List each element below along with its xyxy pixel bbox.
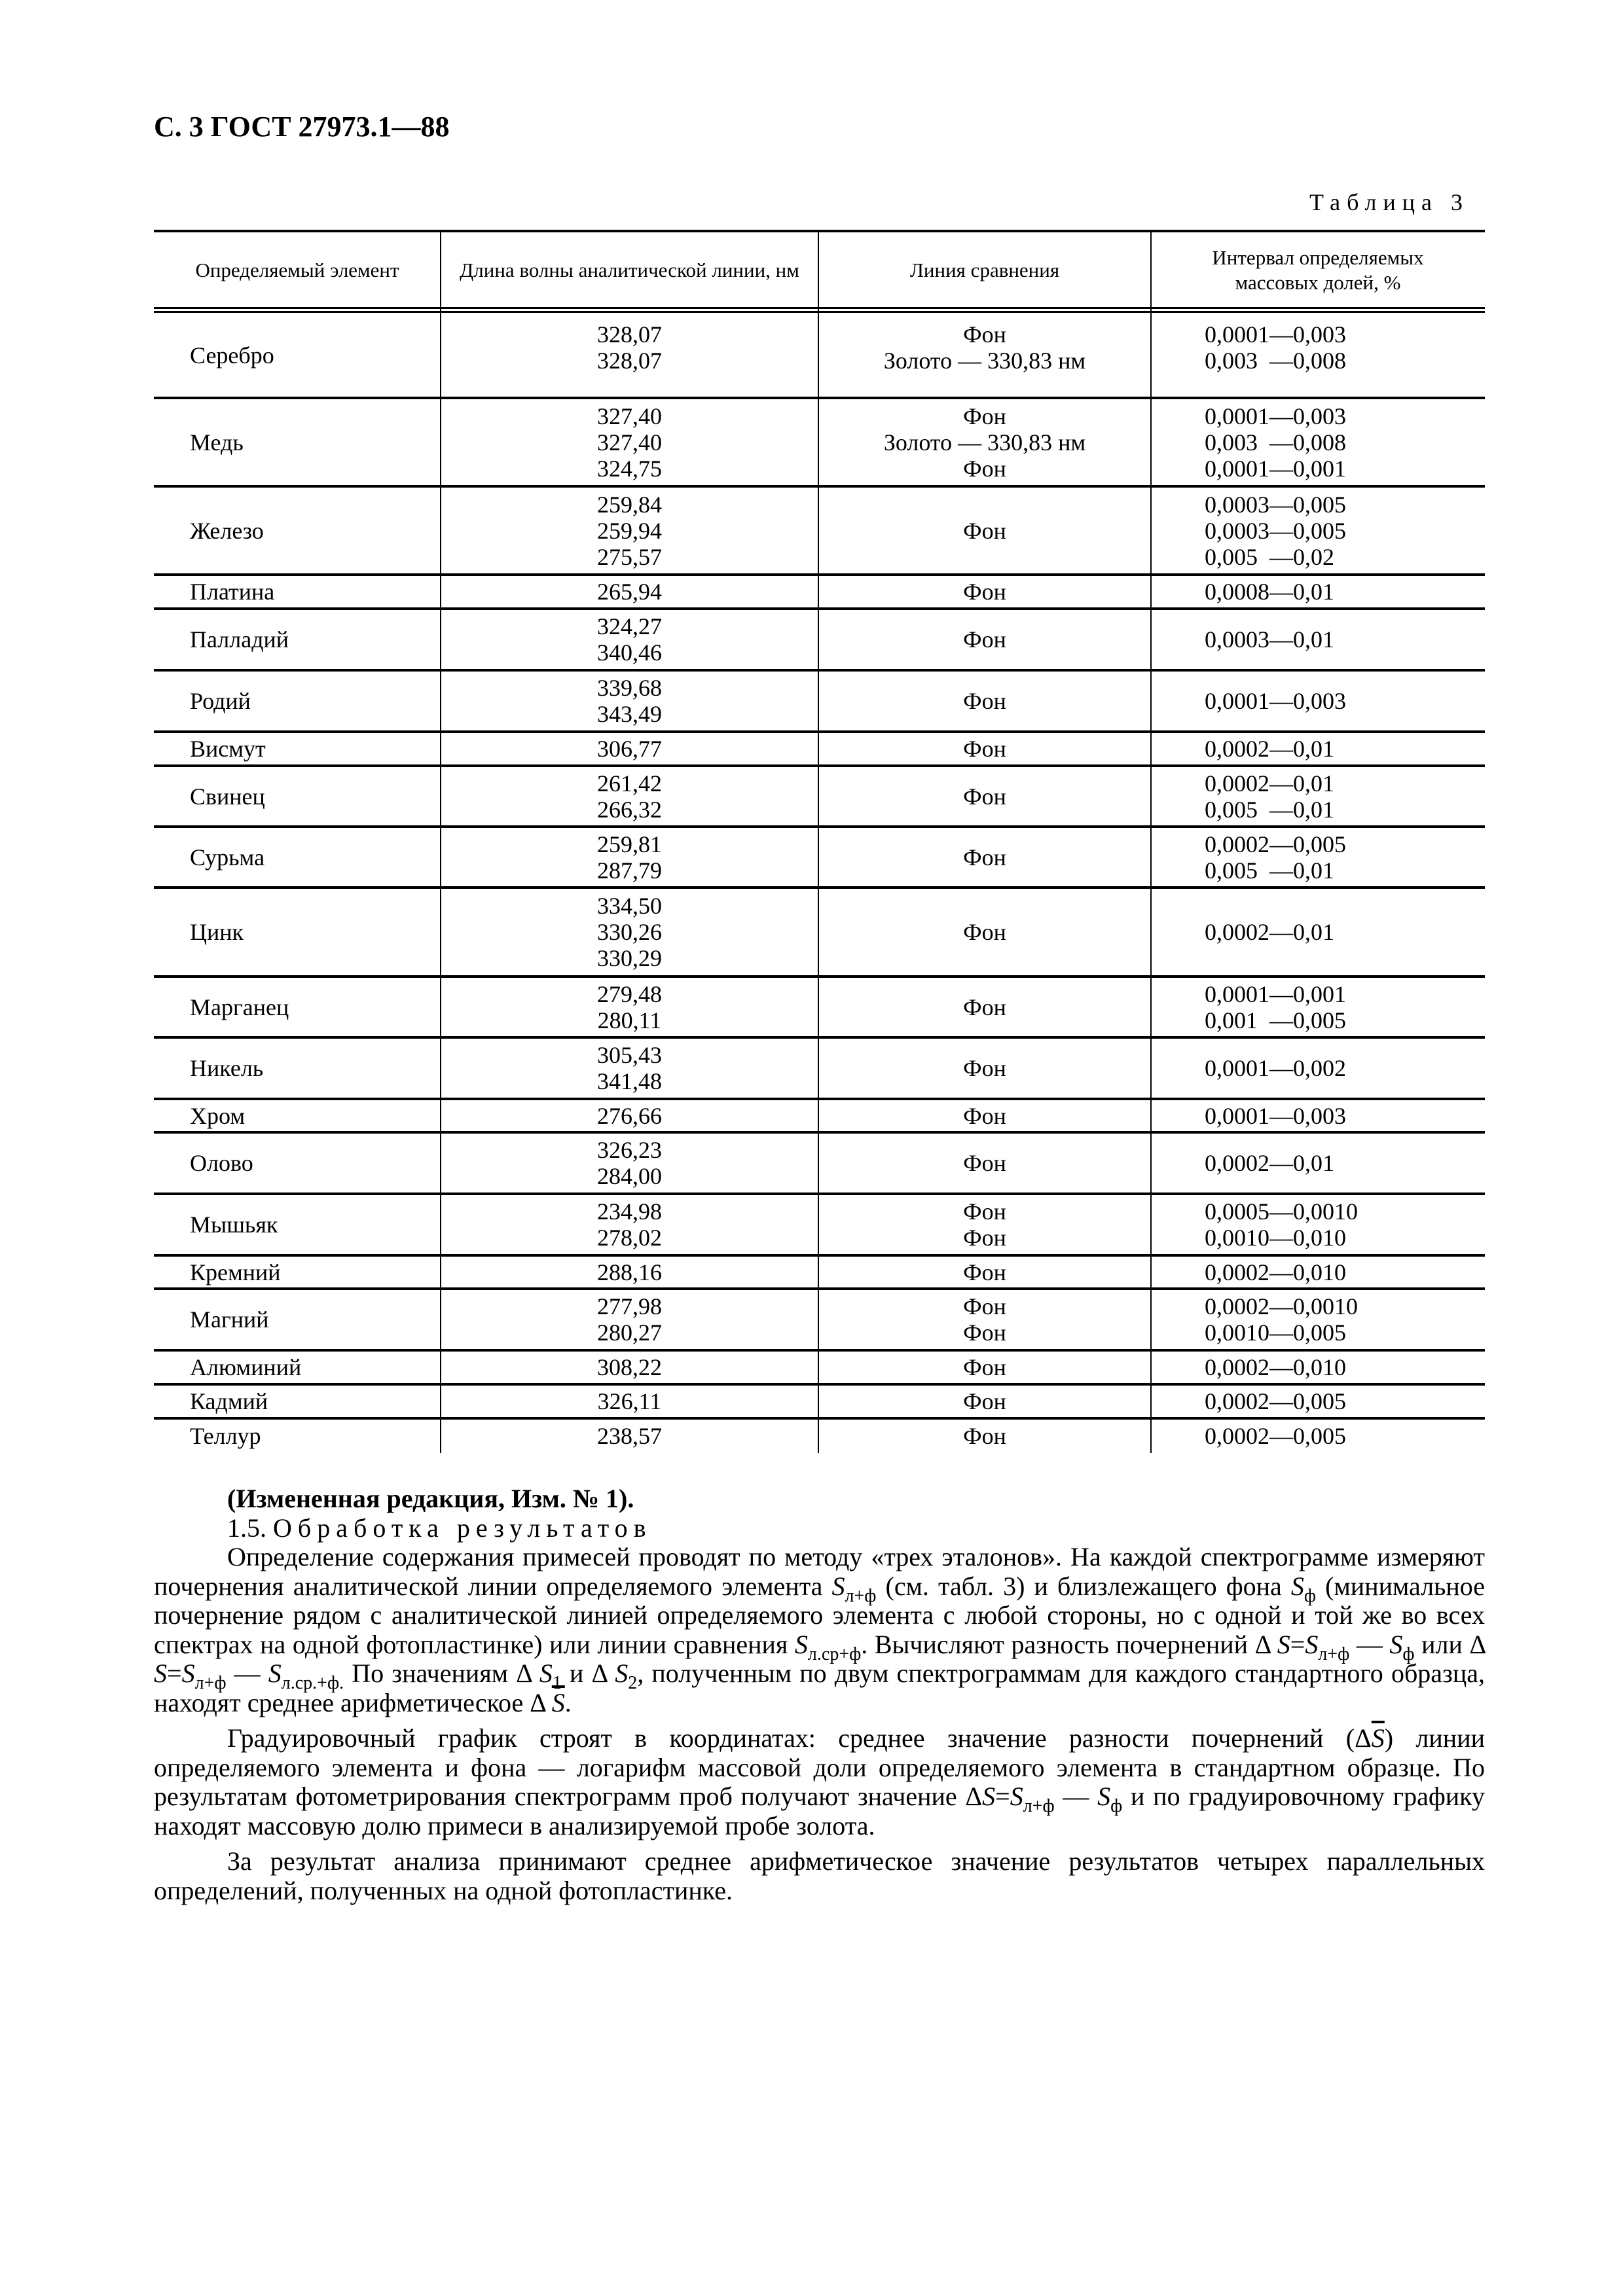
cell-element: Платина bbox=[190, 579, 275, 605]
cell-comparison: Фон bbox=[963, 1259, 1006, 1285]
cell-range: 0,0003—0,01 bbox=[1205, 626, 1334, 653]
column-header-wavelength: Длина волны аналитической линии, нм bbox=[460, 259, 799, 281]
table-row bbox=[154, 1350, 1485, 1384]
cell-element: Алюминий bbox=[190, 1354, 302, 1380]
table-row bbox=[154, 1418, 1485, 1453]
table-row bbox=[154, 609, 1485, 670]
cell-element: Теллур bbox=[190, 1422, 261, 1449]
section-heading bbox=[154, 1514, 1485, 1543]
cell-wavelength: 265,94 bbox=[597, 579, 662, 605]
cell-element: Палладий bbox=[190, 626, 289, 653]
table-row bbox=[154, 1194, 1485, 1255]
cell-range: 0,0001—0,003 0,003 —0,008 bbox=[1205, 321, 1346, 374]
table-row bbox=[154, 888, 1485, 977]
cell-range: 0,0002—0,01 bbox=[1205, 919, 1334, 945]
table-row bbox=[154, 1099, 1485, 1132]
section-number: 1.5. bbox=[227, 1513, 266, 1543]
cell-wavelength: 327,40 327,40 324,75 bbox=[597, 403, 662, 482]
table-row bbox=[154, 575, 1485, 609]
table-header bbox=[154, 232, 1485, 308]
table-row bbox=[154, 398, 1485, 486]
table-row bbox=[154, 732, 1485, 766]
cell-range: 0,0008—0,01 bbox=[1205, 579, 1334, 605]
cell-element: Цинк bbox=[190, 919, 244, 945]
cell-wavelength: 259,81 287,79 bbox=[597, 831, 662, 884]
cell-wavelength: 308,22 bbox=[597, 1354, 662, 1380]
cell-wavelength: 324,27 340,46 bbox=[597, 613, 662, 666]
cell-wavelength: 288,16 bbox=[597, 1259, 662, 1285]
cell-comparison: Фон Фон bbox=[963, 1198, 1006, 1251]
cell-wavelength: 326,11 bbox=[597, 1388, 662, 1414]
paragraph-method: Определение содержания примесей проводят по методу «трех эталонов». На каждой спектрограмме измеряют почернения аналитической линии определяемого элемента $S_{л+ф}$ (см. табл. 3) и близлежащего фона $S_ф$ (минимальное почернение рядом с аналитической линией определяемого элемента с любой стороны, но с одной и той же во всех спектрах на одной фотопластинке) или линии сравнения $S_{л.ср+ф}$. Вычисляют разность почернений Δ $S=S_{л+ф}$ — $S_ф$ или Δ $S=S_{л+ф}$ — $S_{л.ср.+ф.}$ По значениям Δ $S_1$ и Δ $S_2$, полученным по двум спектрограммам для каждого стандартного образца, находят среднее арифметическое Δ $\overline{S}$. bbox=[154, 1542, 1486, 1717]
cell-wavelength: 339,68 343,49 bbox=[597, 675, 662, 727]
cell-element: Железо bbox=[190, 517, 264, 544]
cell-comparison: Фон bbox=[963, 1422, 1006, 1449]
table-caption: Таблица 3 bbox=[1309, 189, 1469, 215]
cell-comparison: Фон bbox=[963, 919, 1006, 945]
table-row bbox=[154, 1289, 1485, 1350]
table-row bbox=[154, 1384, 1485, 1418]
cell-range: 0,0002—0,010 bbox=[1205, 1354, 1346, 1380]
cell-range: 0,0001—0,003 bbox=[1205, 688, 1346, 714]
cell-wavelength: 261,42 266,32 bbox=[597, 770, 662, 823]
cell-element: Мышьяк bbox=[190, 1211, 278, 1238]
page-header: С. 3 ГОСТ 27973.1—88 bbox=[154, 111, 450, 143]
cell-element: Кадмий bbox=[190, 1388, 268, 1414]
cell-range: 0,0002—0,01 bbox=[1205, 1150, 1334, 1176]
cell-wavelength: 238,57 bbox=[597, 1422, 662, 1449]
cell-comparison: Фон bbox=[963, 1055, 1006, 1081]
cell-range: 0,0002—0,010 bbox=[1205, 1259, 1346, 1285]
column-header-comparison: Линия сравнения bbox=[909, 259, 1060, 281]
cell-range: 0,0005—0,0010 0,0010—0,010 bbox=[1205, 1198, 1358, 1251]
cell-comparison: Фон bbox=[963, 1354, 1006, 1380]
cell-element: Кремний bbox=[190, 1259, 281, 1285]
cell-element: Родий bbox=[190, 688, 251, 714]
cell-element: Олово bbox=[190, 1150, 253, 1176]
cell-comparison: Фон bbox=[963, 626, 1006, 653]
cell-element: Медь bbox=[190, 429, 244, 456]
table-row bbox=[154, 827, 1485, 888]
cell-element: Сурьма bbox=[190, 844, 265, 870]
cell-comparison: Фон bbox=[963, 736, 1006, 762]
cell-element: Хром bbox=[190, 1102, 246, 1129]
table-row bbox=[154, 977, 1485, 1037]
cell-range: 0,0002—0,01 bbox=[1205, 736, 1334, 762]
table-row bbox=[154, 1255, 1485, 1289]
cell-comparison: Фон Фон bbox=[963, 1293, 1006, 1346]
cell-comparison: Фон bbox=[963, 783, 1006, 810]
cell-range: 0,0003—0,005 0,0003—0,005 0,005 —0,02 bbox=[1205, 491, 1346, 570]
cell-range: 0,0001—0,003 0,003 —0,008 0,0001—0,001 bbox=[1205, 403, 1346, 482]
amendment-note: (Измененная редакция, Изм. № 1). bbox=[227, 1484, 634, 1513]
cell-range: 0,0002—0,005 bbox=[1205, 1422, 1346, 1449]
cell-element: Висмут bbox=[190, 736, 266, 762]
column-header-range: Интервал определяемых массовых долей, % bbox=[1212, 246, 1424, 294]
cell-comparison: Фон bbox=[963, 1150, 1006, 1176]
cell-wavelength: 328,07 328,07 bbox=[597, 321, 662, 374]
cell-comparison: Фон bbox=[963, 579, 1006, 605]
table-row bbox=[154, 486, 1485, 575]
cell-range: 0,0002—0,0010 0,0010—0,005 bbox=[1205, 1293, 1358, 1346]
cell-wavelength: 277,98 280,27 bbox=[597, 1293, 662, 1346]
cell-element: Серебро bbox=[190, 342, 274, 368]
cell-range: 0,0001—0,002 bbox=[1205, 1055, 1346, 1081]
body-text bbox=[154, 1484, 1485, 1905]
cell-wavelength: 234,98 278,02 bbox=[597, 1198, 662, 1251]
cell-comparison: Фон bbox=[963, 844, 1006, 870]
section-title: Обработка результатов bbox=[273, 1513, 652, 1543]
cell-comparison: Фон bbox=[963, 517, 1006, 544]
cell-wavelength: 305,43 341,48 bbox=[597, 1042, 662, 1094]
table-row bbox=[154, 312, 1485, 398]
table-row bbox=[154, 1132, 1485, 1194]
paragraph-calibration: Градуировочный график строят в координатах: среднее значение разности почернений $(\Delta\overline{S})$ линии определяемого элемента и фона — логарифм массовой доли определяемого элемента в стандартном образце. По результатам фотометрирования спектрограмм проб получают значение $\Delta S=S_{л+ф}$ — $S_ф$ и по градуировочному графику находят массовую долю примеси в анализируемой пробе золота. bbox=[154, 1723, 1486, 1840]
cell-range: 0,0002—0,01 0,005 —0,01 bbox=[1205, 770, 1334, 823]
cell-wavelength: 334,50 330,26 330,29 bbox=[597, 893, 662, 971]
cell-comparison: Фон bbox=[963, 688, 1006, 714]
cell-comparison: Фон Золото — 330,83 нм bbox=[883, 321, 1086, 374]
cell-comparison: Фон bbox=[963, 994, 1006, 1020]
column-header-element: Определяемый элемент bbox=[195, 259, 399, 281]
cell-range: 0,0002—0,005 0,005 —0,01 bbox=[1205, 831, 1346, 884]
cell-range: 0,0001—0,003 bbox=[1205, 1102, 1346, 1129]
cell-range: 0,0002—0,005 bbox=[1205, 1388, 1346, 1414]
cell-wavelength: 259,84 259,94 275,57 bbox=[597, 491, 662, 570]
header-double-rule bbox=[154, 307, 1485, 309]
cell-wavelength: 276,66 bbox=[597, 1102, 662, 1129]
cell-comparison: Фон Золото — 330,83 нм Фон bbox=[883, 403, 1086, 482]
cell-wavelength: 326,23 284,00 bbox=[597, 1137, 662, 1189]
cell-element: Магний bbox=[190, 1306, 269, 1333]
cell-comparison: Фон bbox=[963, 1102, 1006, 1129]
cell-wavelength: 306,77 bbox=[597, 736, 662, 762]
table-row bbox=[154, 1037, 1485, 1099]
cell-comparison: Фон bbox=[963, 1388, 1006, 1414]
table-row bbox=[154, 670, 1485, 732]
cell-element: Никель bbox=[190, 1055, 264, 1081]
cell-range: 0,0001—0,001 0,001 —0,005 bbox=[1205, 980, 1346, 1033]
cell-element: Свинец bbox=[190, 783, 265, 810]
cell-element: Марганец bbox=[190, 994, 289, 1020]
paragraph-result: За результат анализа принимают среднее арифметическое значение результатов четырех параллельных определений, полученных на одной фотопластинке. bbox=[154, 1846, 1485, 1905]
table-row bbox=[154, 766, 1485, 827]
cell-wavelength: 279,48 280,11 bbox=[597, 980, 662, 1033]
